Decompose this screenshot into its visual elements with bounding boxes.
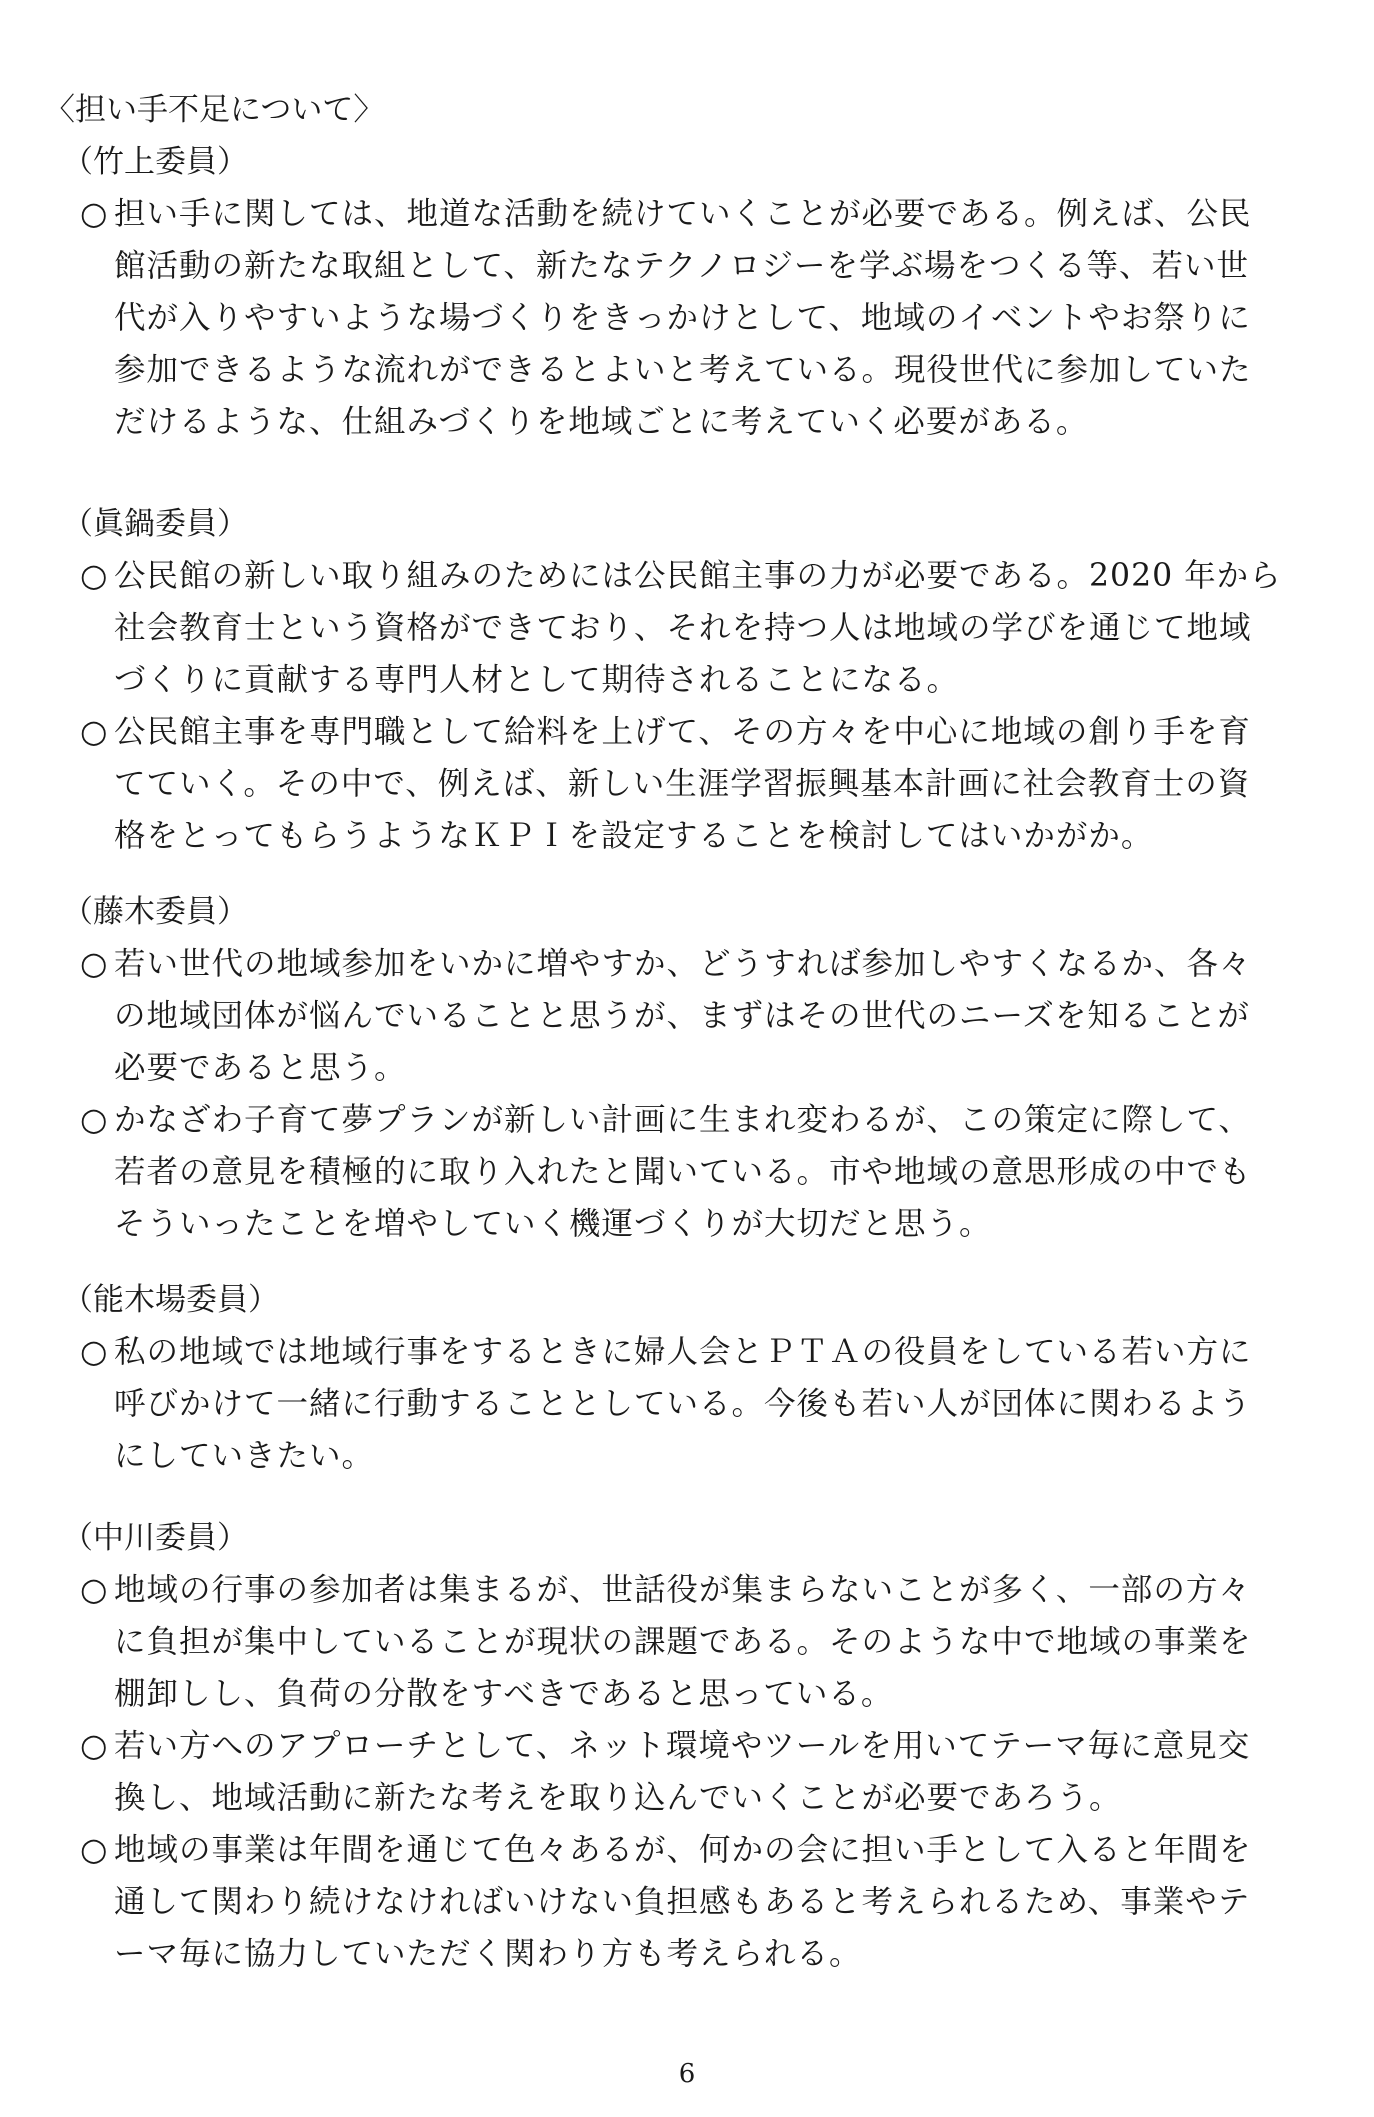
comment-line: 館活動の新たな取組として、新たなテクノロジーを学ぶ場をつくる等、若い世 — [114, 248, 1249, 284]
comment-line: の地域団体が悩んでいることと思うが、まずはその世代のニーズを知ることが — [114, 998, 1250, 1034]
comment-item — [80, 550, 1292, 706]
comment-line: 公民館の新しい取り組みのためには公民館主事の力が必要である。2020 年から — [114, 558, 1282, 594]
comment-line: 若い方へのアプローチとして、ネット環境やツールを用いてテーマ毎に意見交 — [114, 1728, 1251, 1764]
comment-line: 通して関わり続けなければいけない負担感もあると考えられるため、事業やテ — [114, 1884, 1251, 1920]
comment-line: そういったことを増やしていく機運づくりが大切だと思う。 — [114, 1206, 992, 1242]
comment-line: づくりに貢献する専門人材として期待されることになる。 — [114, 662, 960, 698]
comment-item — [80, 938, 1292, 1094]
bullet-circle-icon: ○ — [80, 1102, 109, 1138]
comment-line: 私の地域では地域行事をするときに婦人会とＰＴＡの役員をしている若い方に — [114, 1334, 1252, 1370]
comment-line: 地域の事業は年間を通じて色々あるが、何かの会に担い手として入ると年間を — [114, 1832, 1252, 1868]
comment-line: にしていきたい。 — [114, 1438, 375, 1474]
page-number: 6 — [678, 2059, 696, 2089]
comment-line: 若い世代の地域参加をいかに増やすか、どうすれば参加しやすくなるか、各々 — [114, 946, 1252, 982]
comment-line: 担い手に関しては、地道な活動を続けていくことが必要である。例えば、公民 — [114, 196, 1252, 232]
comment-line: 呼びかけて一緒に行動することとしている。今後も若い人が団体に関わるよう — [114, 1386, 1252, 1422]
comment-line: 代が入りやすいような場づくりをきっかけとして、地域のイベントやお祭りに — [114, 300, 1251, 336]
member-name: （能木場委員） — [62, 1282, 279, 1318]
comment-item — [80, 1326, 1292, 1482]
comment-line: 参加できるような流れができるとよいと考えている。現役世代に参加していた — [114, 352, 1252, 388]
bullet-circle-icon: ○ — [80, 1572, 109, 1608]
comment-line: 格をとってもらうようなＫＰＩを設定することを検討してはいかがか。 — [114, 818, 1154, 854]
comment-line: だけるような、仕組みづくりを地域ごとに考えていく必要がある。 — [114, 404, 1089, 440]
comment-item — [80, 188, 1292, 448]
comment-line: 公民館主事を専門職として給料を上げて、その方々を中心に地域の創り手を育 — [114, 714, 1251, 750]
bullet-circle-icon: ○ — [80, 196, 109, 232]
comment-line: に負担が集中していることが現状の課題である。そのような中で地域の事業を — [114, 1624, 1252, 1660]
comment-line: 換し、地域活動に新たな考えを取り込んでいくことが必要であろう。 — [114, 1780, 1122, 1816]
comment-line: 地域の行事の参加者は集まるが、世話役が集まらないことが多く、一部の方々 — [114, 1572, 1251, 1608]
comment-line: てていく。その中で、例えば、新しい生涯学習振興基本計画に社会教育士の資 — [114, 766, 1251, 802]
comment-line: かなざわ子育て夢プランが新しい計画に生まれ変わるが、この策定に際して、 — [114, 1102, 1251, 1138]
member-name: （眞鍋委員） — [62, 506, 248, 542]
member-name: （中川委員） — [62, 1520, 248, 1556]
bullet-circle-icon: ○ — [80, 946, 109, 982]
comment-item — [80, 1824, 1292, 1980]
comment-item — [80, 1720, 1292, 1824]
comment-line: 若者の意見を積極的に取り入れたと聞いている。市や地域の意思形成の中でも — [114, 1154, 1252, 1190]
comment-line: 棚卸しし、負荷の分散をすべきであると思っている。 — [114, 1676, 894, 1712]
member-name: （竹上委員） — [62, 144, 248, 180]
comment-item — [80, 706, 1292, 862]
bullet-circle-icon: ○ — [80, 1334, 109, 1370]
comment-item — [80, 1094, 1292, 1250]
bullet-circle-icon: ○ — [80, 714, 109, 750]
bullet-circle-icon: ○ — [80, 558, 109, 594]
member-name: （藤木委員） — [62, 894, 248, 930]
comment-line: ーマ毎に協力していただく関わり方も考えられる。 — [114, 1936, 862, 1972]
section-heading: 〈担い手不足について〉 — [44, 92, 385, 128]
comment-item — [80, 1564, 1292, 1720]
comment-line: 必要であると思う。 — [114, 1050, 407, 1086]
comment-line: 社会教育士という資格ができており、それを持つ人は地域の学びを通じて地域 — [114, 610, 1252, 646]
bullet-circle-icon: ○ — [80, 1728, 109, 1764]
bullet-circle-icon: ○ — [80, 1832, 109, 1868]
